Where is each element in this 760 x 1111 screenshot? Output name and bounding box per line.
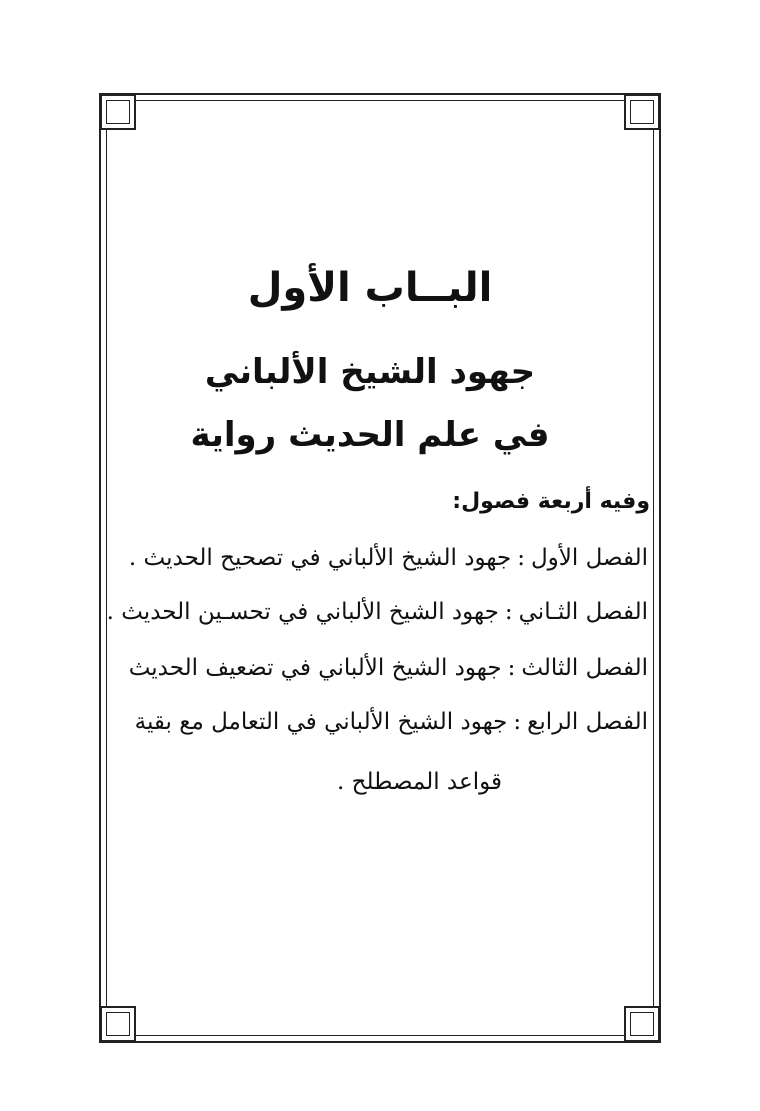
chapter-entry (128, 648, 648, 688)
part-subtitle-line2: في علم الحديث رواية (190, 415, 550, 455)
part-subtitle-line1: جهود الشيخ الألباني (204, 352, 536, 392)
chapter-entry (106, 592, 648, 632)
chapter-colon: : (507, 655, 516, 681)
chapters-intro: وفيه أربعة فصول: (452, 489, 650, 514)
chapter-entry (134, 702, 648, 742)
chapter-description: جهود الشيخ الألباني في تحسـين الحديث . (106, 599, 499, 625)
chapter-description: جهود الشيخ الألباني في تصحيح الحديث . (128, 545, 512, 571)
chapter-name: الفصل الأول (530, 545, 648, 571)
frame-corner-ornament (624, 1006, 660, 1042)
frame-corner-ornament (100, 94, 136, 130)
chapter-colon: : (513, 709, 522, 735)
chapter-colon: : (504, 599, 513, 625)
chapter-description-continuation: قواعد المصطلح . (337, 769, 502, 795)
chapter-entry (128, 538, 648, 578)
part-title: البــاب الأول (247, 265, 493, 311)
chapter-colon: : (517, 545, 525, 571)
chapter-name: الفصل الثالث (521, 655, 648, 681)
chapter-description: جهود الشيخ الألباني في التعامل مع بقية (134, 709, 508, 735)
chapter-name: الفصل الثـاني (518, 599, 648, 625)
chapter-name: الفصل الرابع (527, 709, 648, 735)
chapter-description: جهود الشيخ الألباني في تضعيف الحديث (128, 655, 502, 681)
frame-corner-ornament (100, 1006, 136, 1042)
frame-corner-ornament (624, 94, 660, 130)
